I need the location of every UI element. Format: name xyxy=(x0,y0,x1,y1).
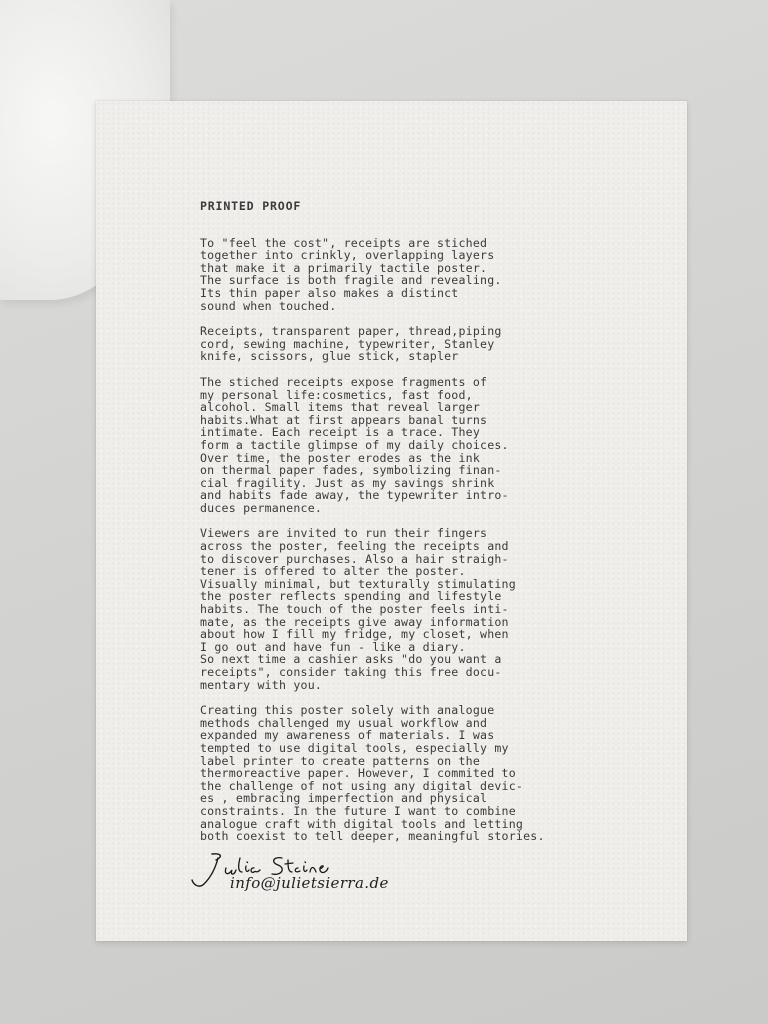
text-line: both coexist to tell deeper, meaningful stories. xyxy=(200,829,545,844)
text-line: to discover purchases. Also a hair straigh- xyxy=(200,551,509,566)
text-line: duces permanence. xyxy=(200,500,323,515)
text-line: mate, as the receipts give away information xyxy=(200,614,509,629)
text-line: To "feel the cost", receipts are stiched xyxy=(200,235,488,250)
signature-block xyxy=(190,850,450,900)
text-line: that make it a primarily tactile poster. xyxy=(200,260,488,275)
paragraph xyxy=(200,237,600,313)
paragraph xyxy=(200,704,600,843)
text-line: The surface is both fragile and revealing. xyxy=(200,273,502,288)
text-line: habits.What at first appears banal turns xyxy=(200,412,488,427)
text-line: methods challenged my usual workflow and xyxy=(200,715,488,730)
text-line: my personal life:cosmetics, fast food, xyxy=(200,387,473,402)
text-line: sound when touched. xyxy=(200,298,337,313)
text-line: constraints. In the future I want to combine xyxy=(200,803,516,818)
text-line: Viewers are invited to run their fingers xyxy=(200,526,488,541)
text-line: mentary with you. xyxy=(200,677,323,692)
text-line: tener is offered to alter the poster. xyxy=(200,564,466,579)
paragraph xyxy=(200,325,600,363)
text-line: Visually minimal, but texturally stimulating xyxy=(200,576,516,591)
text-line: thermoreactive paper. However, I commited to xyxy=(200,766,516,781)
text-line: label printer to create patterns on the xyxy=(200,753,481,768)
text-line: the poster reflects spending and lifestyle xyxy=(200,589,502,604)
typed-document xyxy=(200,200,600,856)
text-line: and habits fade away, the typewriter intro- xyxy=(200,488,509,503)
document-title: PRINTED PROOF xyxy=(200,199,302,213)
text-line: cial fragility. Just as my savings shrink xyxy=(200,475,495,490)
signature-email: info@julietsierra.de xyxy=(230,874,389,892)
text-line: habits. The touch of the poster feels inti- xyxy=(200,602,509,617)
text-line: knife, scissors, glue stick, stapler xyxy=(200,349,459,364)
text-line: The stiched receipts expose fragments of xyxy=(200,374,488,389)
text-line: es , embracing imperfection and physical xyxy=(200,791,488,806)
text-line: Its thin paper also makes a distinct xyxy=(200,285,459,300)
text-line: cord, sewing machine, typewriter, Stanley xyxy=(200,336,495,351)
text-line: form a tactile glimpse of my daily choices. xyxy=(200,437,509,452)
text-line: on thermal paper fades, symbolizing finan- xyxy=(200,463,502,478)
text-line: together into crinkly, overlapping layers xyxy=(200,248,495,263)
text-line: Over time, the poster erodes as the ink xyxy=(200,450,481,465)
paragraph xyxy=(200,376,600,515)
text-line: So next time a cashier asks "do you want a xyxy=(200,652,502,667)
text-line: tempted to use digital tools, especially my xyxy=(200,740,509,755)
paragraph xyxy=(200,527,600,691)
text-line: Creating this poster solely with analogue xyxy=(200,703,495,718)
text-line: expanded my awareness of materials. I was xyxy=(200,728,495,743)
text-line: alcohol. Small items that reveal larger xyxy=(200,400,481,415)
text-line: receipts", consider taking this free docu- xyxy=(200,665,502,679)
text-line: I go out and have fun - like a diary. xyxy=(200,639,466,654)
text-line: across the poster, feeling the receipts and xyxy=(200,539,509,554)
text-line: Receipts, transparent paper, thread,piping xyxy=(200,324,502,339)
text-line: analogue craft with digital tools and letting xyxy=(200,816,524,831)
text-line: intimate. Each receipt is a trace. They xyxy=(200,425,481,440)
text-line: about how I fill my fridge, my closet, when xyxy=(200,627,509,642)
text-line: the challenge of not using any digital devic- xyxy=(200,778,524,793)
